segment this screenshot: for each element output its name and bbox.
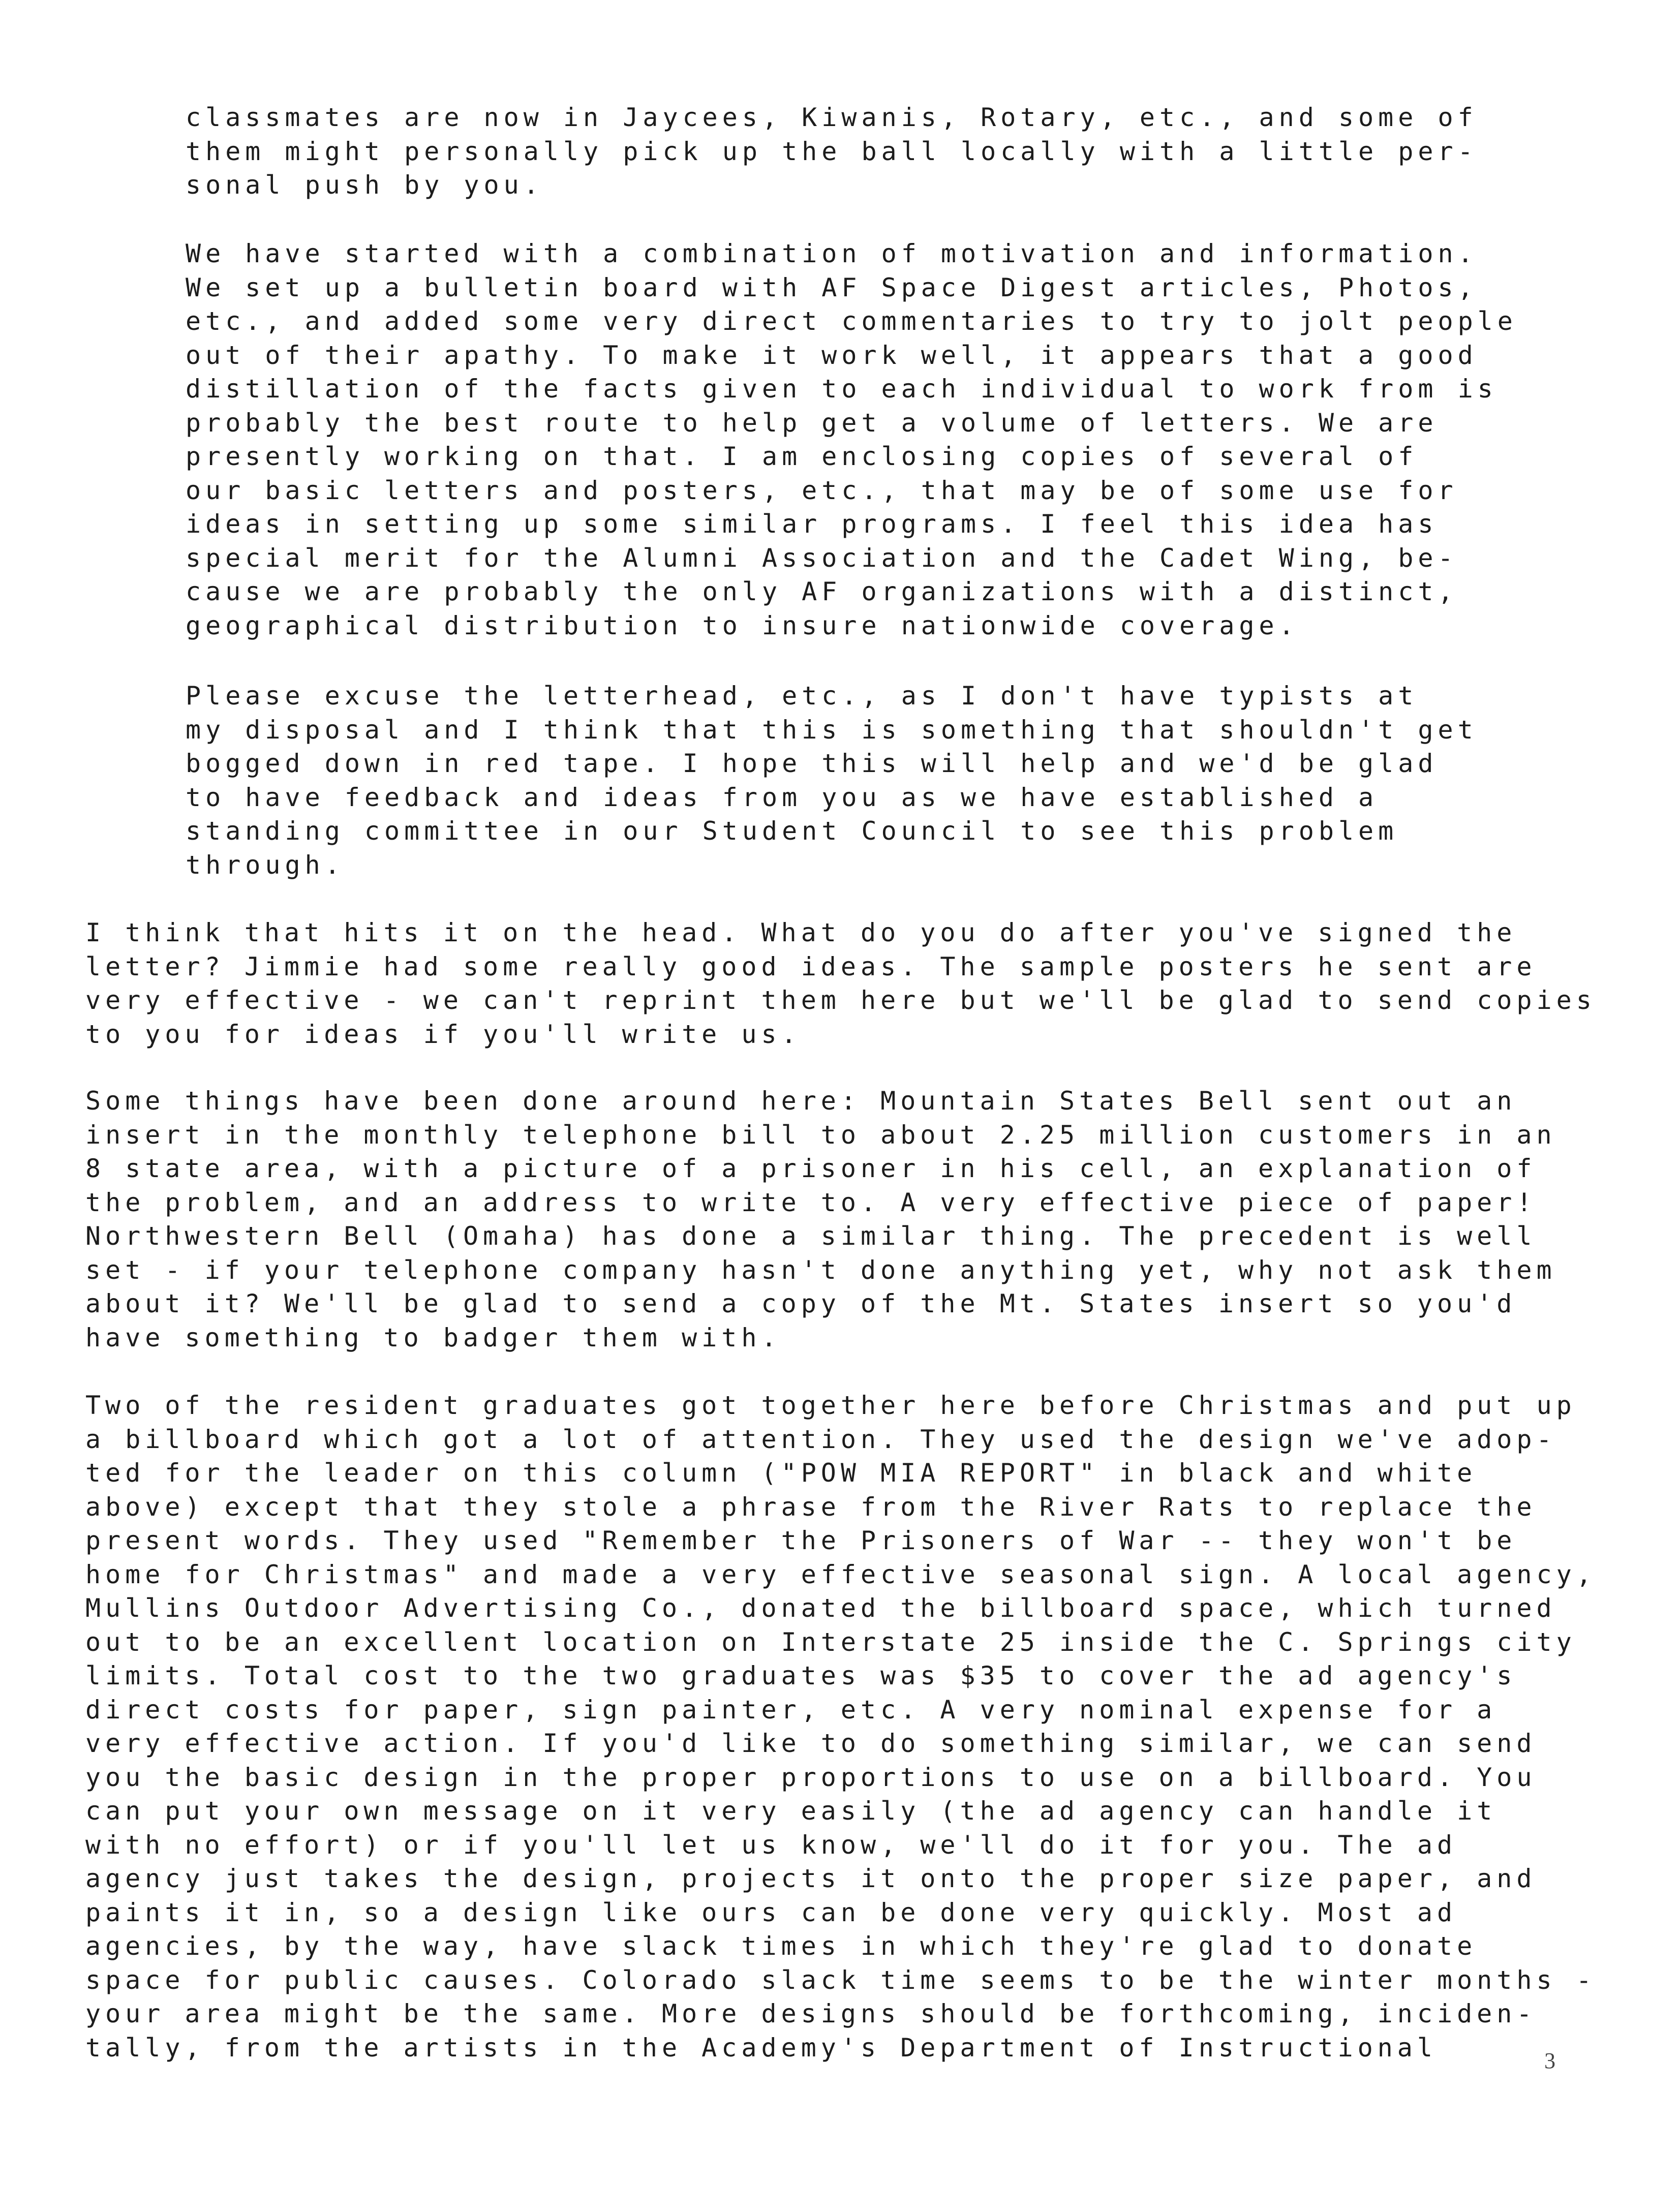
- quoted-paragraph-1: [186, 101, 1478, 202]
- text-line: letter? Jimmie had some really good ideas. The sample posters he sent are: [85, 951, 1537, 981]
- text-line: We set up a bulletin board with AF Space Digest articles, Photos,: [186, 272, 1478, 302]
- text-line: you the basic design in the proper proportions to use on a billboard. You: [85, 1762, 1537, 1792]
- text-line: ideas in setting up some similar programs. I feel this idea has: [186, 509, 1438, 539]
- text-line: them might personally pick up the ball locally with a little per-: [186, 136, 1478, 166]
- text-line: presently working on that. I am enclosing copies of several of: [186, 442, 1418, 471]
- text-line: I think that hits it on the head. What do you do after you've signed the: [85, 918, 1517, 947]
- text-line: home for Christmas" and made a very effective seasonal sign. A local agency,: [85, 1559, 1596, 1589]
- text-line: our basic letters and posters, etc., that may be of some use for: [186, 475, 1458, 505]
- body-paragraph-3: [85, 1389, 1596, 2065]
- text-line: set - if your telephone company hasn't done anything yet, why not ask them: [85, 1255, 1556, 1285]
- quoted-paragraph-2: [186, 237, 1517, 642]
- text-line: We have started with a combination of motivation and information.: [186, 239, 1478, 268]
- text-line: 8 state area, with a picture of a prisoner in his cell, an explanation of: [85, 1154, 1537, 1183]
- text-line: present words. They used "Remember the Prisoners of War -- they won't be: [85, 1526, 1517, 1555]
- text-line: to you for ideas if you'll write us.: [85, 1019, 801, 1049]
- text-line: have something to badger them with.: [85, 1322, 781, 1352]
- text-line: very effective - we can't reprint them here but we'll be glad to send copies: [85, 986, 1596, 1015]
- text-line: cause we are probably the only AF organizations with a distinct,: [186, 577, 1458, 606]
- text-line: bogged down in red tape. I hope this will help and we'd be glad: [186, 749, 1438, 778]
- text-line: direct costs for paper, sign painter, etc. A very nominal expense for a: [85, 1695, 1497, 1725]
- text-line: sonal push by you.: [186, 170, 543, 200]
- text-line: space for public causes. Colorado slack time seems to be the winter months -: [85, 1965, 1596, 1995]
- text-line: to have feedback and ideas from you as we have established a: [186, 782, 1379, 812]
- text-line: Two of the resident graduates got together here before Christmas and put up: [85, 1391, 1576, 1420]
- text-line: can put your own message on it very easily (the ad agency can handle it: [85, 1796, 1497, 1826]
- text-line: distillation of the facts given to each individual to work from is: [186, 374, 1498, 404]
- text-line: paints it in, so a design like ours can be done very quickly. Most ad: [85, 1897, 1457, 1927]
- text-line: out to be an excellent location on Interstate 25 inside the C. Springs city: [85, 1627, 1576, 1657]
- quoted-paragraph-3: [186, 679, 1478, 882]
- text-line: special merit for the Alumni Association and the Cadet Wing, be-: [186, 543, 1458, 573]
- text-line: very effective action. If you'd like to do something similar, we can send: [85, 1729, 1537, 1758]
- text-line: limits. Total cost to the two graduates was $35 to cover the ad agency's: [85, 1661, 1517, 1690]
- text-line: out of their apathy. To make it work well, it appears that a good: [186, 340, 1478, 370]
- body-paragraph-2: [85, 1084, 1556, 1355]
- text-line: etc., and added some very direct commentaries to try to jolt people: [186, 306, 1517, 336]
- text-line: Mullins Outdoor Advertising Co., donated the billboard space, which turned: [85, 1593, 1556, 1623]
- text-line: probably the best route to help get a volume of letters. We are: [186, 408, 1438, 438]
- text-line: Some things have been done around here: Mountain States Bell sent out an: [85, 1086, 1517, 1116]
- text-line: a billboard which got a lot of attention. They used the design we've adop-: [85, 1424, 1556, 1454]
- text-line: insert in the monthly telephone bill to about 2.25 million customers in an: [85, 1120, 1556, 1150]
- text-line: my disposal and I think that this is something that shouldn't get: [186, 715, 1478, 745]
- text-line: above) except that they stole a phrase from the River Rats to replace the: [85, 1492, 1537, 1522]
- text-line: with no effort) or if you'll let us know, we'll do it for you. The ad: [85, 1830, 1457, 1860]
- text-line: through.: [186, 850, 345, 880]
- text-line: your area might be the same. More designs should be forthcoming, inciden-: [85, 1999, 1537, 2028]
- text-line: Please excuse the letterhead, etc., as I don't have typists at: [186, 681, 1418, 711]
- text-line: the problem, and an address to write to. A very effective piece of paper!: [85, 1187, 1537, 1217]
- text-line: tally, from the artists in the Academy's Department of Instructional: [85, 2033, 1437, 2063]
- text-line: standing committee in our Student Council to see this problem: [186, 816, 1398, 846]
- text-line: about it? We'll be glad to send a copy of the Mt. States insert so you'd: [85, 1289, 1517, 1318]
- text-line: agencies, by the way, have slack times in which they're glad to donate: [85, 1931, 1477, 1961]
- body-paragraph-1: [85, 916, 1596, 1051]
- text-line: Northwestern Bell (Omaha) has done a similar thing. The precedent is well: [85, 1221, 1537, 1251]
- text-line: classmates are now in Jaycees, Kiwanis, Rotary, etc., and some of: [186, 103, 1478, 132]
- text-line: agency just takes the design, projects it onto the proper size paper, and: [85, 1864, 1537, 1893]
- text-line: ted for the leader on this column ("POW MIA REPORT" in black and white: [85, 1458, 1477, 1488]
- page-number: 3: [1544, 2048, 1555, 2073]
- text-line: geographical distribution to insure nationwide coverage.: [186, 610, 1299, 640]
